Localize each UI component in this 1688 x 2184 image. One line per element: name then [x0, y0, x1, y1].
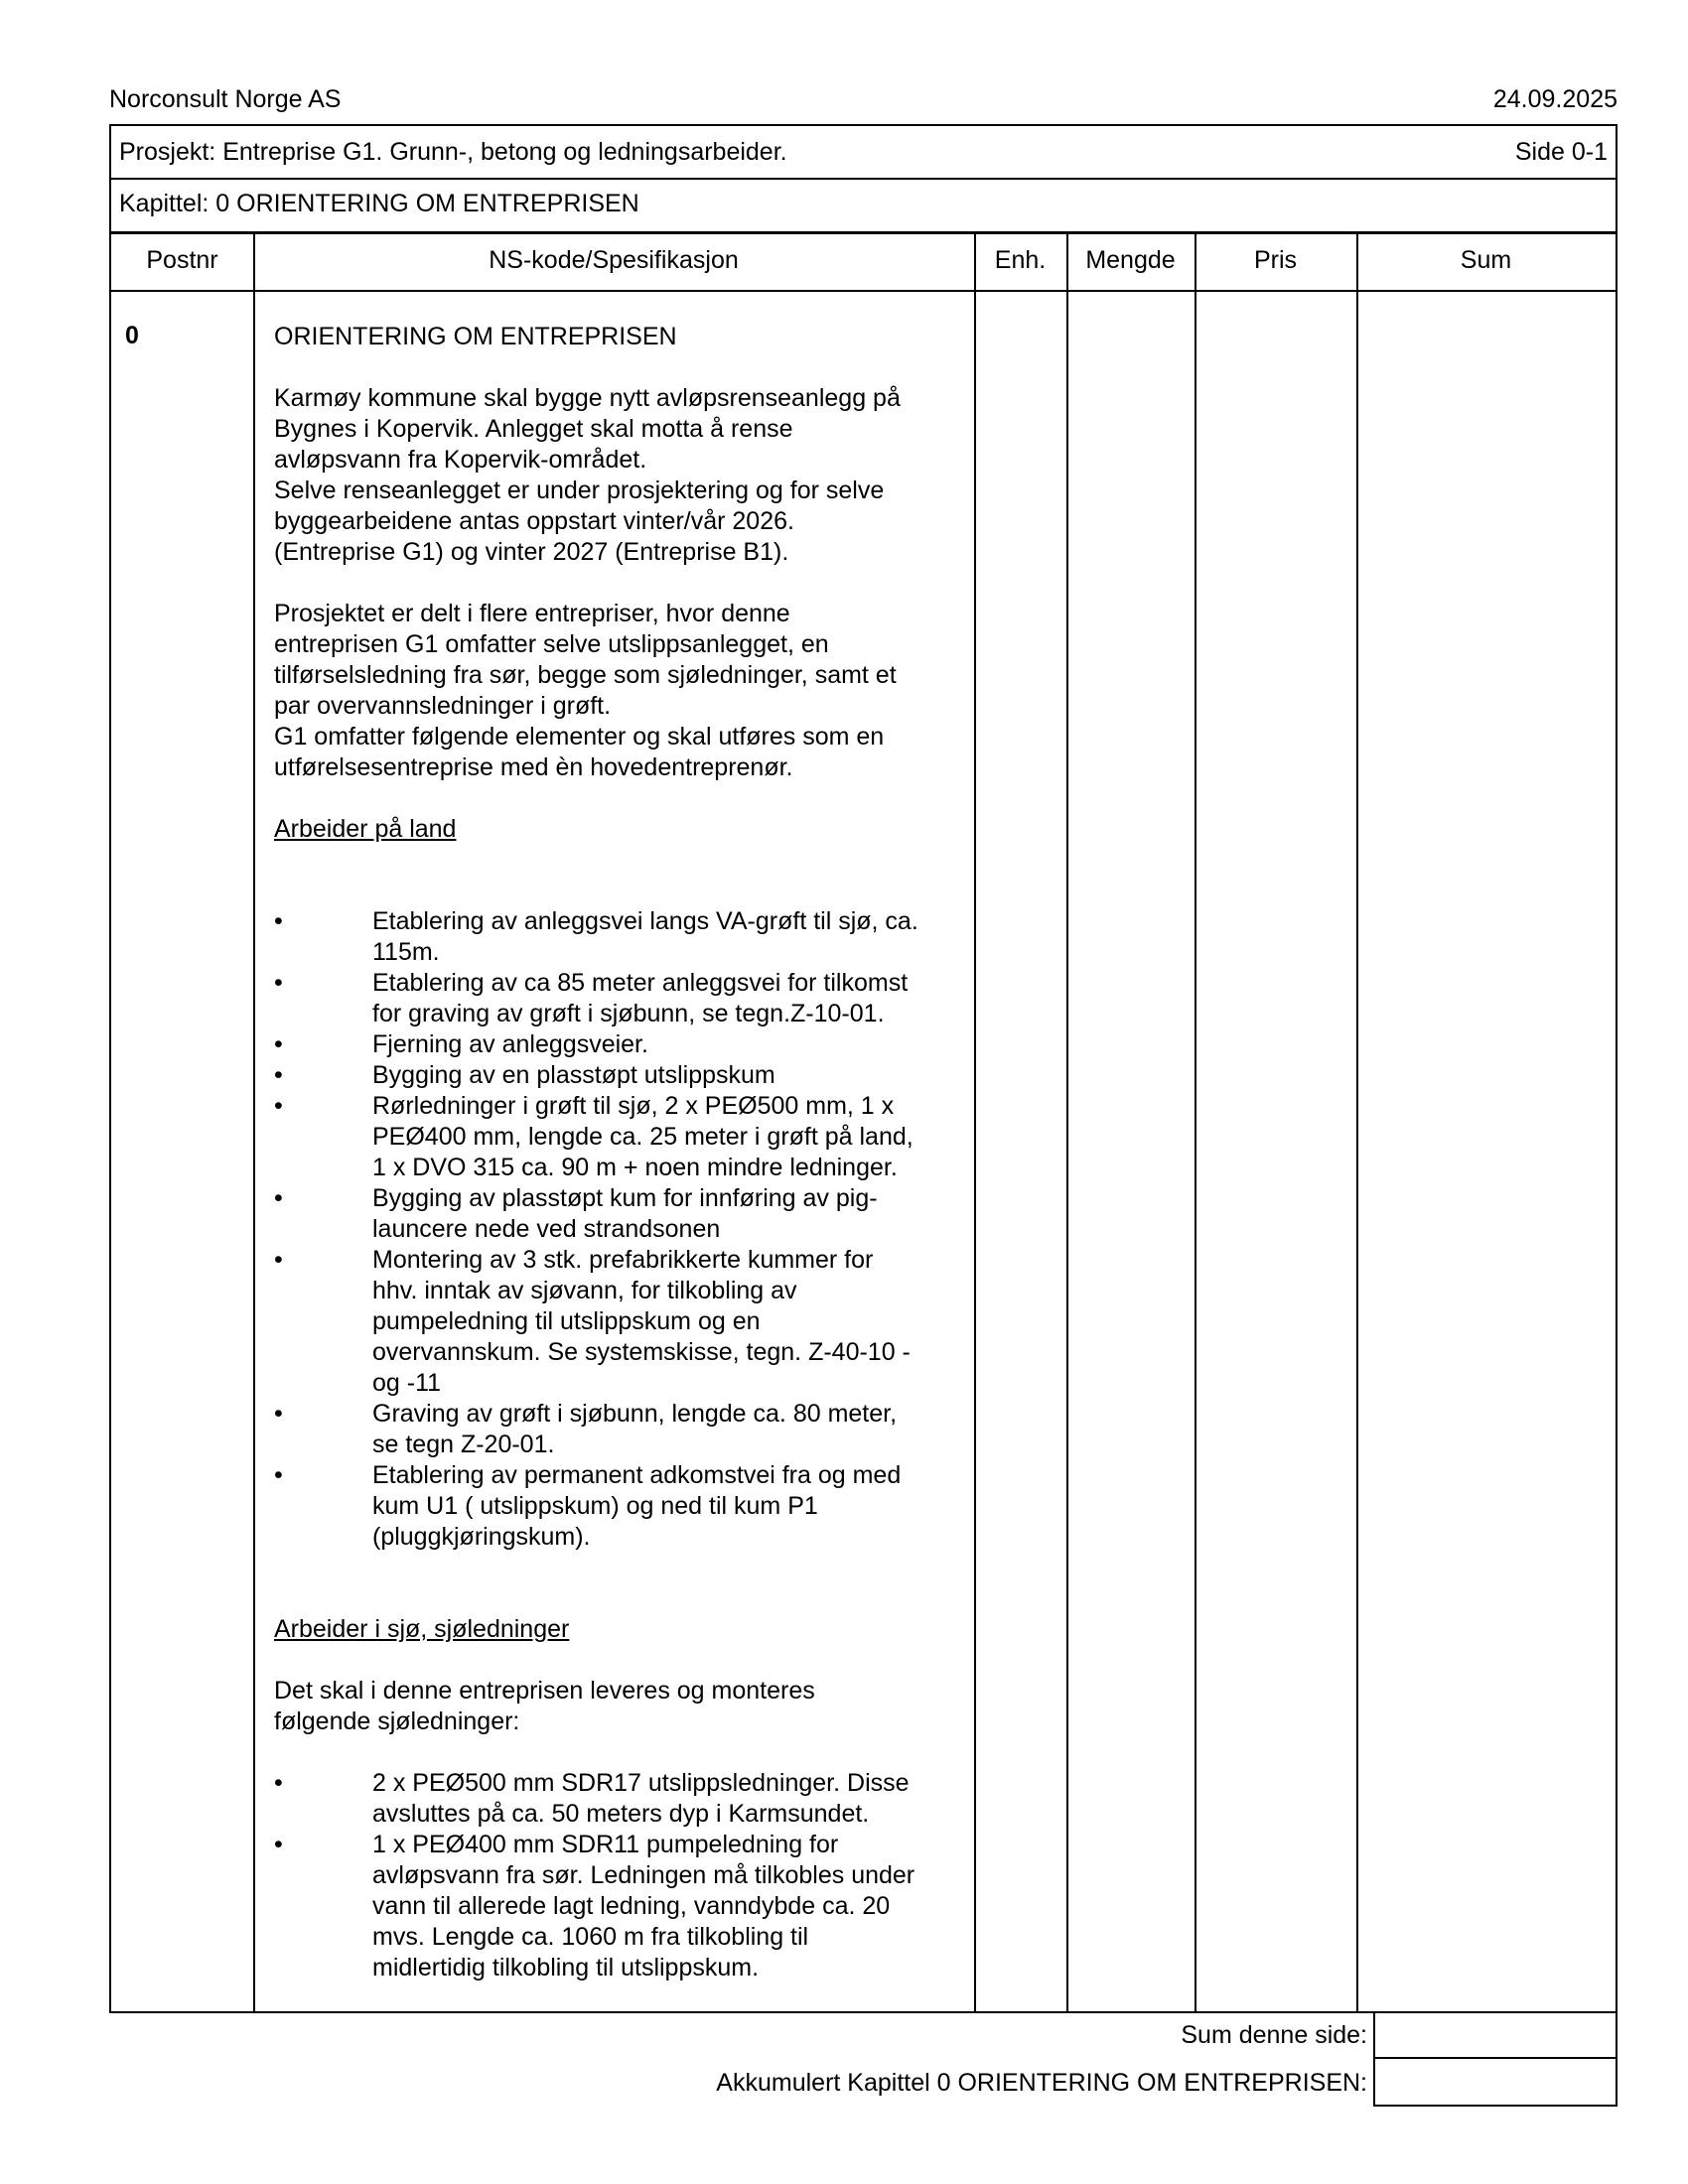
bullet-line: • Bygging av en plasstøpt utslippskum	[372, 1061, 775, 1089]
accumulated-sum-value	[1373, 2057, 1618, 2107]
bullet-line: • Etablering av anleggsvei langs VA-grøft til sjø, ca.	[372, 907, 918, 935]
bullet-line: avløpsvann fra sør. Ledningen må tilkobles under	[372, 1861, 915, 1889]
bullet-item	[274, 1091, 989, 1183]
column-divider	[1356, 234, 1358, 2011]
bullet-item	[274, 906, 989, 968]
totals	[109, 2011, 1618, 2107]
page-sum-label: Sum denne side:	[1181, 2021, 1367, 2049]
text-line: (Entreprise G1) og vinter 2027 (Entreprise B1).	[274, 538, 789, 566]
column-divider	[1066, 234, 1068, 2011]
project-row	[109, 124, 1618, 180]
text-line: entreprisen G1 omfatter selve utslippsanlegget, en	[274, 630, 829, 658]
bullet-line: hhv. inntak av sjøvann, for tilkobling av	[372, 1277, 797, 1304]
bullet-line: • Fjerning av anleggsveier.	[372, 1030, 648, 1058]
bullet-line: • 1 x PEØ400 mm SDR11 pumpeledning for	[372, 1831, 839, 1858]
accumulated-sum-label: Akkumulert Kapittel 0 ORIENTERING OM ENTREPRISEN:	[716, 2069, 1367, 2097]
item-title: ORIENTERING OM ENTREPRISEN	[274, 323, 677, 350]
column-divider	[1195, 234, 1196, 2011]
paragraph-intro	[274, 383, 989, 568]
text-line: byggearbeidene antas oppstart vinter/vår 2026.	[274, 507, 794, 535]
bullet-item	[274, 1830, 989, 1983]
bullet-item	[274, 1768, 989, 1830]
bullet-line: vann til allerede lagt ledning, vanndybde ca. 20	[372, 1892, 891, 1920]
bullet-line: • Bygging av plasstøpt kum for innføring av pig-	[372, 1184, 878, 1212]
text-line: tilførselsledning fra sør, begge som sjøledninger, samt et	[274, 661, 897, 689]
bullet-line: • Montering av 3 stk. prefabrikkerte kummer for	[372, 1246, 874, 1274]
column-header-spec: NS-kode/Spesifikasjon	[489, 246, 739, 274]
bullet-item	[274, 1460, 989, 1553]
bullet-item	[274, 968, 989, 1029]
bullet-line: se tegn Z-20-01.	[372, 1431, 555, 1458]
company-name: Norconsult Norge AS	[109, 85, 342, 113]
bullet-line: • Graving av grøft i sjøbunn, lengde ca. 80 meter,	[372, 1400, 898, 1428]
text-line: Det skal i denne entreprisen leveres og monteres	[274, 1677, 815, 1705]
bullet-line: og -11	[372, 1369, 442, 1397]
specification-table	[109, 232, 1618, 2013]
bullet-line: • Rørledninger i grøft til sjø, 2 x PEØ500 mm, 1 x	[372, 1092, 895, 1120]
bullet-item	[274, 1060, 989, 1091]
text-line: avløpsvann fra Kopervik-området.	[274, 446, 647, 474]
bullet-line: for graving av grøft i sjøbunn, se tegn.Z-10-01.	[372, 1000, 885, 1027]
sea-intro	[274, 1676, 989, 1737]
chapter-row	[109, 178, 1618, 233]
column-header-unit: Enh.	[994, 246, 1047, 274]
column-divider	[253, 234, 255, 2011]
document-date: 24.09.2025	[1492, 85, 1618, 113]
text-line: Prosjektet er delt i flere entrepriser, hvor denne	[274, 600, 790, 627]
bullet-line: (pluggkjøringskum).	[372, 1523, 591, 1551]
bullet-item	[274, 1399, 989, 1460]
bullet-line: PEØ400 mm, lengde ca. 25 meter i grøft på land,	[372, 1123, 914, 1151]
text-line: Karmøy kommune skal bygge nytt avløpsrenseanlegg på	[274, 384, 901, 412]
bullet-line: overvannskum. Se systemskisse, tegn. Z-40-10 -	[372, 1338, 911, 1366]
bullet-line: pumpeledning til utslippskum og en	[372, 1307, 761, 1335]
text-line: Bygnes i Kopervik. Anlegget skal motta å rense	[274, 415, 793, 443]
page-number: Side 0-1	[1514, 138, 1608, 166]
project-title: Prosjekt: Entreprise G1. Grunn-, betong og ledningsarbeider.	[119, 138, 787, 166]
land-work-list	[274, 906, 989, 1553]
sea-pipeline-list	[274, 1768, 989, 1983]
bullet-line: midlertidig tilkobling til utslippskum.	[372, 1954, 760, 1981]
item-postnr: 0	[125, 322, 139, 349]
text-line: par overvannsledninger i grøft.	[274, 692, 612, 720]
bullet-item	[274, 1245, 989, 1399]
land-heading: Arbeider på land	[274, 815, 457, 843]
bullet-line: avsluttes på ca. 50 meters dyp i Karmsundet.	[372, 1800, 870, 1828]
column-header-quantity: Mengde	[1085, 246, 1176, 274]
chapter-title: Kapittel: 0 ORIENTERING OM ENTREPRISEN	[119, 190, 639, 217]
header-divider	[111, 290, 1616, 292]
column-header-postnr: Postnr	[146, 246, 218, 274]
sea-heading: Arbeider i sjø, sjøledninger	[274, 1615, 570, 1643]
column-header-sum: Sum	[1460, 246, 1512, 274]
text-line: utførelsesentreprise med èn hovedentreprenør.	[274, 753, 793, 781]
bullet-line: • Etablering av ca 85 meter anleggsvei for tilkomst	[372, 969, 909, 997]
bullet-line: 115m.	[372, 938, 440, 966]
bullet-line: launcere nede ved strandsonen	[372, 1215, 721, 1243]
bullet-line: • 2 x PEØ500 mm SDR17 utslippsledninger. Disse	[372, 1769, 910, 1797]
text-line: følgende sjøledninger:	[274, 1707, 520, 1735]
text-line: G1 omfatter følgende elementer og skal utføres som en	[274, 723, 885, 751]
paragraph-scope	[274, 599, 989, 783]
bullet-item	[274, 1029, 989, 1060]
bullet-item	[274, 1183, 989, 1245]
bullet-line: mvs. Lengde ca. 1060 m fra tilkobling til	[372, 1923, 809, 1951]
text-line: Selve renseanlegget er under prosjektering og for selve	[274, 477, 885, 504]
bullet-line: 1 x DVO 315 ca. 90 m + noen mindre ledninger.	[372, 1154, 898, 1181]
bullet-line: kum U1 ( utslippskum) og ned til kum P1	[372, 1492, 818, 1520]
bullet-line: • Etablering av permanent adkomstvei fra og med	[372, 1461, 902, 1489]
page-sum-value	[1373, 2011, 1618, 2059]
item-specification	[274, 322, 989, 1983]
column-header-price: Pris	[1253, 246, 1298, 274]
